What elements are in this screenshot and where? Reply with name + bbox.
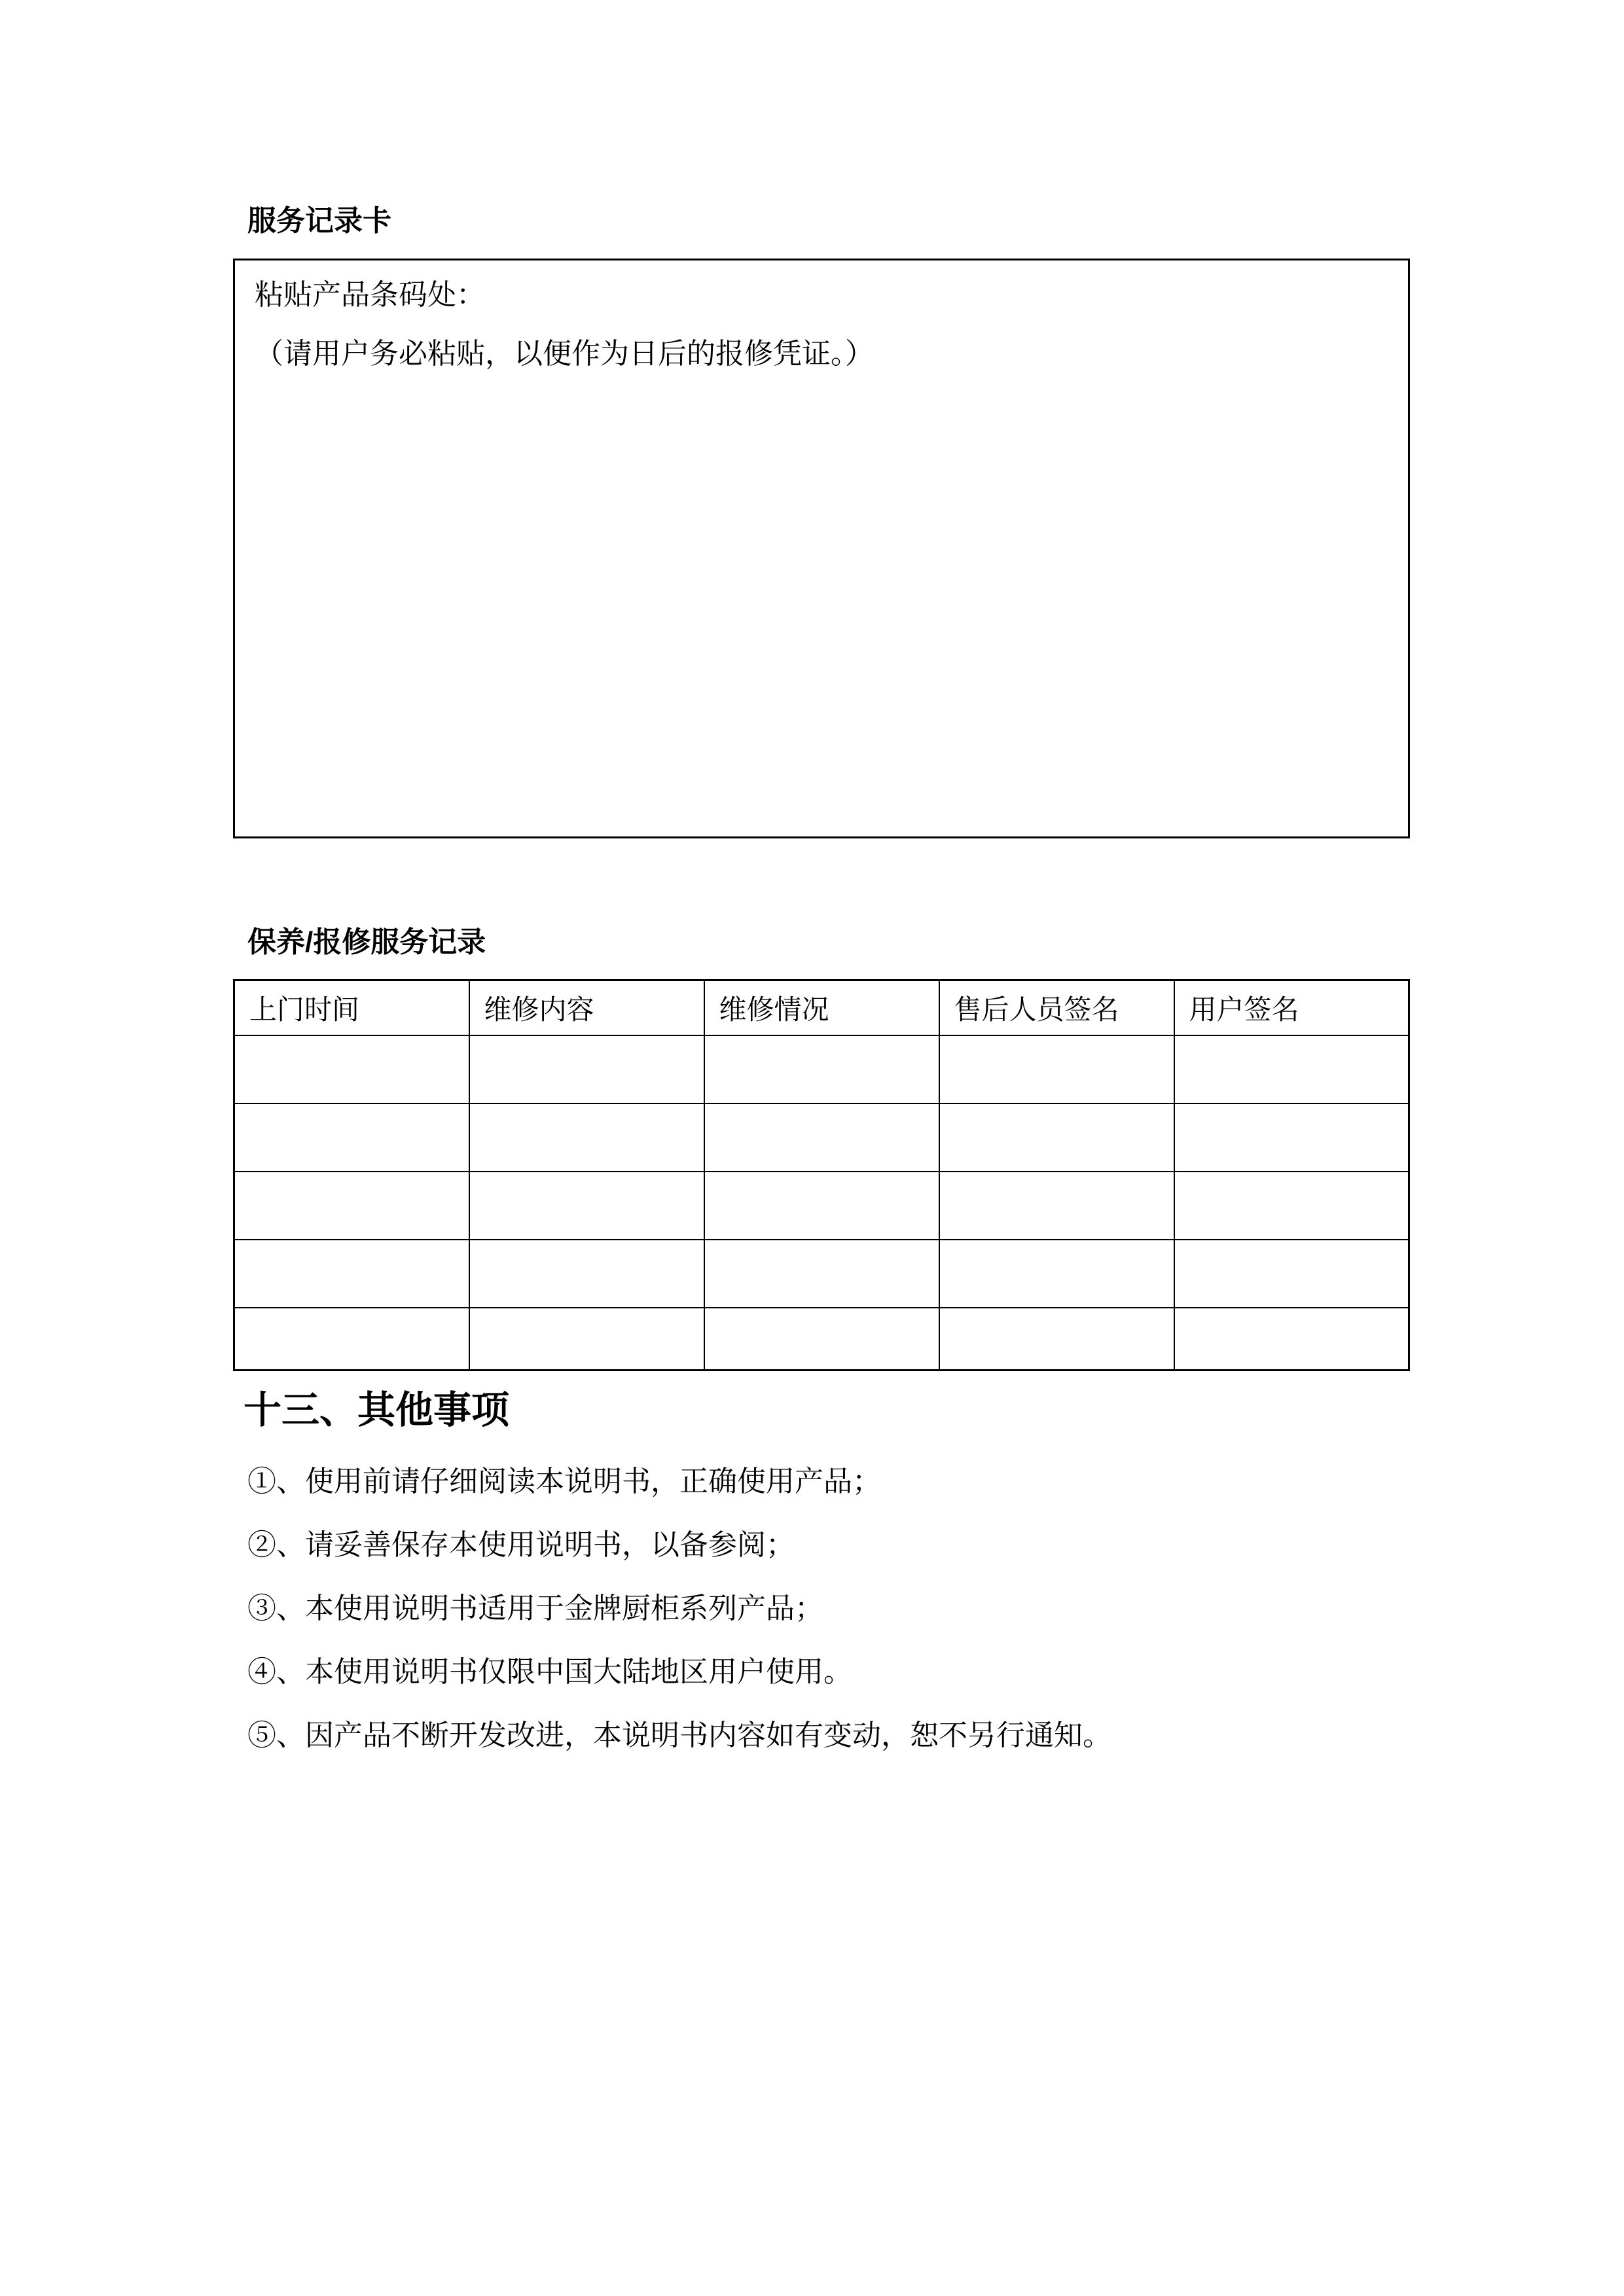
record-cell-empty bbox=[469, 1308, 704, 1371]
record-table-header bbox=[234, 980, 1409, 1035]
record-cell-empty bbox=[234, 1035, 469, 1103]
record-header-row bbox=[234, 980, 1409, 1035]
other-matters-title: 十三、其他事项 bbox=[244, 1389, 510, 1431]
other-matters-item-5: ⑤、因产品不断开发改进，本说明书内容如有变动，恕不另行通知。 bbox=[247, 1719, 1111, 1751]
record-cell-empty bbox=[704, 1035, 939, 1103]
barcode-paste-box bbox=[233, 259, 1410, 838]
record-cell-empty bbox=[1174, 1308, 1409, 1371]
barcode-paste-note: （请用户务必粘贴，以便作为日后的报修凭证。） bbox=[255, 338, 874, 370]
record-row bbox=[234, 1308, 1409, 1371]
other-matters-item-3: ③、本使用说明书适用于金牌厨柜系列产品； bbox=[247, 1592, 823, 1624]
column-header-staff-signature: 售后人员签名 bbox=[939, 980, 1174, 1035]
barcode-paste-label: 粘贴产品条码处： bbox=[255, 279, 485, 311]
record-cell-empty bbox=[704, 1240, 939, 1308]
record-cell-empty bbox=[704, 1172, 939, 1240]
other-matters-item-1: ①、使用前请仔细阅读本说明书，正确使用产品； bbox=[247, 1465, 881, 1498]
record-row bbox=[234, 1035, 1409, 1103]
record-cell-empty bbox=[1174, 1172, 1409, 1240]
page-content bbox=[233, 204, 1410, 1752]
record-table-body bbox=[234, 1035, 1409, 1371]
record-cell-empty bbox=[939, 1035, 1174, 1103]
other-matters-item-2: ②、请妥善保存本使用说明书，以备参阅； bbox=[247, 1529, 795, 1561]
record-cell-empty bbox=[469, 1103, 704, 1172]
record-cell-empty bbox=[234, 1308, 469, 1371]
record-cell-empty bbox=[1174, 1035, 1409, 1103]
record-cell-empty bbox=[704, 1103, 939, 1172]
record-cell-empty bbox=[234, 1240, 469, 1308]
maintenance-record-table bbox=[233, 979, 1410, 1371]
service-card-title: 服务记录卡 bbox=[247, 205, 391, 237]
record-cell-empty bbox=[469, 1240, 704, 1308]
record-row bbox=[234, 1103, 1409, 1172]
other-matters-item-4: ④、本使用说明书仅限中国大陆地区用户使用。 bbox=[247, 1656, 852, 1688]
record-cell-empty bbox=[1174, 1240, 1409, 1308]
record-cell-empty bbox=[939, 1308, 1174, 1371]
record-cell-empty bbox=[704, 1308, 939, 1371]
record-cell-empty bbox=[234, 1172, 469, 1240]
record-cell-empty bbox=[939, 1103, 1174, 1172]
record-cell-empty bbox=[1174, 1103, 1409, 1172]
maintenance-record-title: 保养/报修服务记录 bbox=[247, 926, 486, 958]
record-row bbox=[234, 1240, 1409, 1308]
record-cell-empty bbox=[939, 1240, 1174, 1308]
record-cell-empty bbox=[469, 1172, 704, 1240]
column-header-visit-time: 上门时间 bbox=[234, 980, 469, 1035]
column-header-user-signature: 用户签名 bbox=[1174, 980, 1409, 1035]
column-header-repair-content: 维修内容 bbox=[469, 980, 704, 1035]
record-row bbox=[234, 1172, 1409, 1240]
record-cell-empty bbox=[234, 1103, 469, 1172]
record-cell-empty bbox=[469, 1035, 704, 1103]
column-header-repair-status: 维修情况 bbox=[704, 980, 939, 1035]
record-cell-empty bbox=[939, 1172, 1174, 1240]
